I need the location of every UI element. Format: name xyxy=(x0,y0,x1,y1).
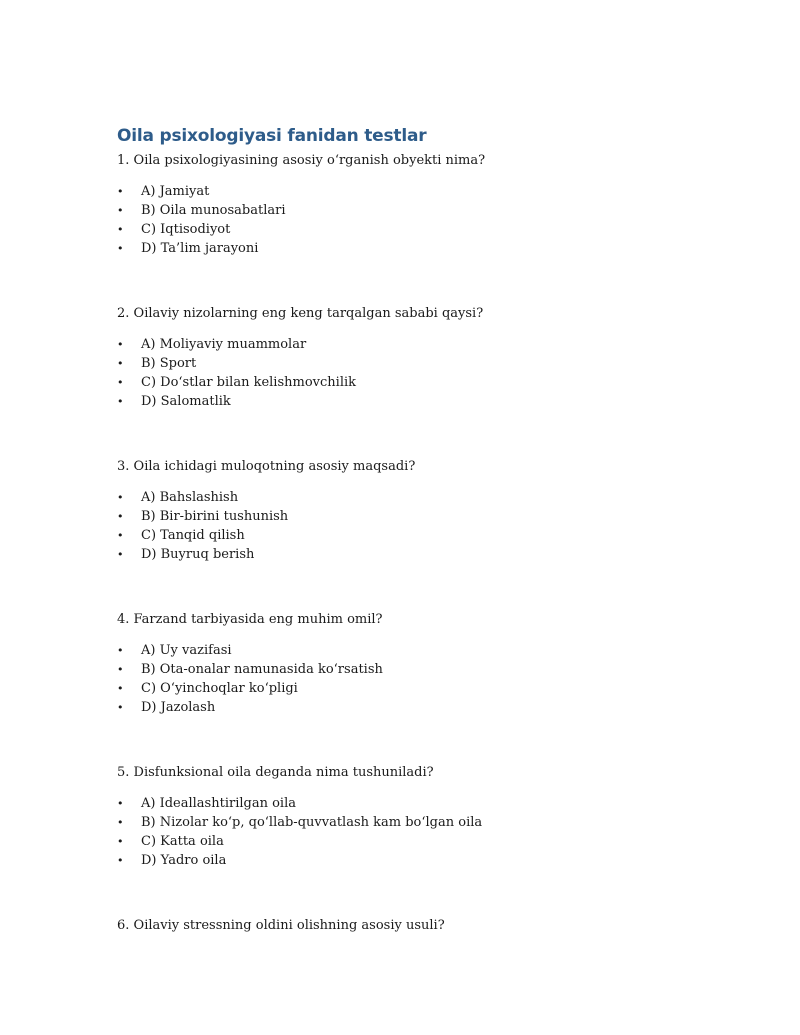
question-5-option-d xyxy=(117,851,717,870)
bullet-icon: • xyxy=(117,854,124,867)
bullet-icon: • xyxy=(117,663,124,676)
question-1-text: 1. Oila psixologiyasining asosiy o‘rganish obyekti nima? xyxy=(117,153,486,168)
question-3-option-c xyxy=(117,526,717,545)
question-2-option-b xyxy=(117,354,717,373)
question-3-option-a xyxy=(117,488,717,507)
bullet-icon: • xyxy=(117,644,124,657)
bullet-icon: • xyxy=(117,395,124,408)
question-5-options xyxy=(117,794,717,870)
document-content xyxy=(117,125,717,935)
question-4-option-a xyxy=(117,641,717,660)
bullet-icon: • xyxy=(117,510,124,523)
option-label: D) Buyruq berish xyxy=(141,547,255,562)
bullet-icon: • xyxy=(117,376,124,389)
document-title: Oila psixologiyasi fanidan testlar xyxy=(117,126,427,146)
option-label: B) Sport xyxy=(141,356,197,371)
question-2-option-d xyxy=(117,392,717,411)
question-1-option-b xyxy=(117,201,717,220)
question-3-text: 3. Oila ichidagi muloqotning asosiy maqsadi? xyxy=(117,459,416,474)
bullet-icon: • xyxy=(117,701,124,714)
question-block-5 xyxy=(117,763,717,916)
option-label: D) Ta’lim jarayoni xyxy=(141,241,259,256)
question-3-option-d xyxy=(117,545,717,564)
bullet-icon: • xyxy=(117,185,124,198)
option-label: A) Moliyaviy muammolar xyxy=(141,337,307,352)
question-block-2 xyxy=(117,304,717,457)
question-1-options xyxy=(117,182,717,258)
question-4-option-c xyxy=(117,679,717,698)
question-block-3 xyxy=(117,457,717,610)
question-2-option-c xyxy=(117,373,717,392)
question-1-option-c xyxy=(117,220,717,239)
option-label: B) Ota-onalar namunasida ko‘rsatish xyxy=(141,662,383,677)
question-block-6 xyxy=(117,916,717,935)
bullet-icon: • xyxy=(117,797,124,810)
question-5-text: 5. Disfunksional oila deganda nima tushuniladi? xyxy=(117,765,434,780)
question-4-text: 4. Farzand tarbiyasida eng muhim omil? xyxy=(117,612,383,627)
option-label: B) Oila munosabatlari xyxy=(141,203,286,218)
question-1-option-a xyxy=(117,182,717,201)
question-3-options xyxy=(117,488,717,564)
question-block-1 xyxy=(117,151,717,304)
bullet-icon: • xyxy=(117,204,124,217)
bullet-icon: • xyxy=(117,529,124,542)
option-label: C) Do‘stlar bilan kelishmovchilik xyxy=(141,375,357,390)
option-label: D) Jazolash xyxy=(141,700,216,715)
question-2-option-a xyxy=(117,335,717,354)
question-1-option-d xyxy=(117,239,717,258)
option-label: C) Katta oila xyxy=(141,834,224,849)
option-label: C) O‘yinchoqlar ko‘pligi xyxy=(141,681,298,696)
question-4-option-d xyxy=(117,698,717,717)
bullet-icon: • xyxy=(117,835,124,848)
option-label: D) Yadro oila xyxy=(141,853,227,868)
bullet-icon: • xyxy=(117,242,124,255)
question-block-4 xyxy=(117,610,717,763)
question-3-option-b xyxy=(117,507,717,526)
question-5-option-a xyxy=(117,794,717,813)
bullet-icon: • xyxy=(117,548,124,561)
option-label: B) Nizolar ko‘p, qo‘llab-quvvatlash kam bo‘lgan oila xyxy=(141,815,483,830)
question-5-option-b xyxy=(117,813,717,832)
question-4-option-b xyxy=(117,660,717,679)
option-label: A) Bahslashish xyxy=(141,490,239,505)
option-label: B) Bir-birini tushunish xyxy=(141,509,289,524)
question-4-options xyxy=(117,641,717,717)
bullet-icon: • xyxy=(117,491,124,504)
question-2-options xyxy=(117,335,717,411)
option-label: A) Uy vazifasi xyxy=(141,643,232,658)
option-label: D) Salomatlik xyxy=(141,394,231,409)
question-2-text: 2. Oilaviy nizolarning eng keng tarqalgan sababi qaysi? xyxy=(117,306,484,321)
option-label: C) Iqtisodiyot xyxy=(141,222,231,237)
bullet-icon: • xyxy=(117,816,124,829)
option-label: A) Ideallashtirilgan oila xyxy=(141,796,296,811)
bullet-icon: • xyxy=(117,682,124,695)
option-label: C) Tanqid qilish xyxy=(141,528,245,543)
question-5-option-c xyxy=(117,832,717,851)
bullet-icon: • xyxy=(117,357,124,370)
bullet-icon: • xyxy=(117,223,124,236)
bullet-icon: • xyxy=(117,338,124,351)
question-6-text: 6. Oilaviy stressning oldini olishning asosiy usuli? xyxy=(117,918,445,933)
option-label: A) Jamiyat xyxy=(141,184,210,199)
